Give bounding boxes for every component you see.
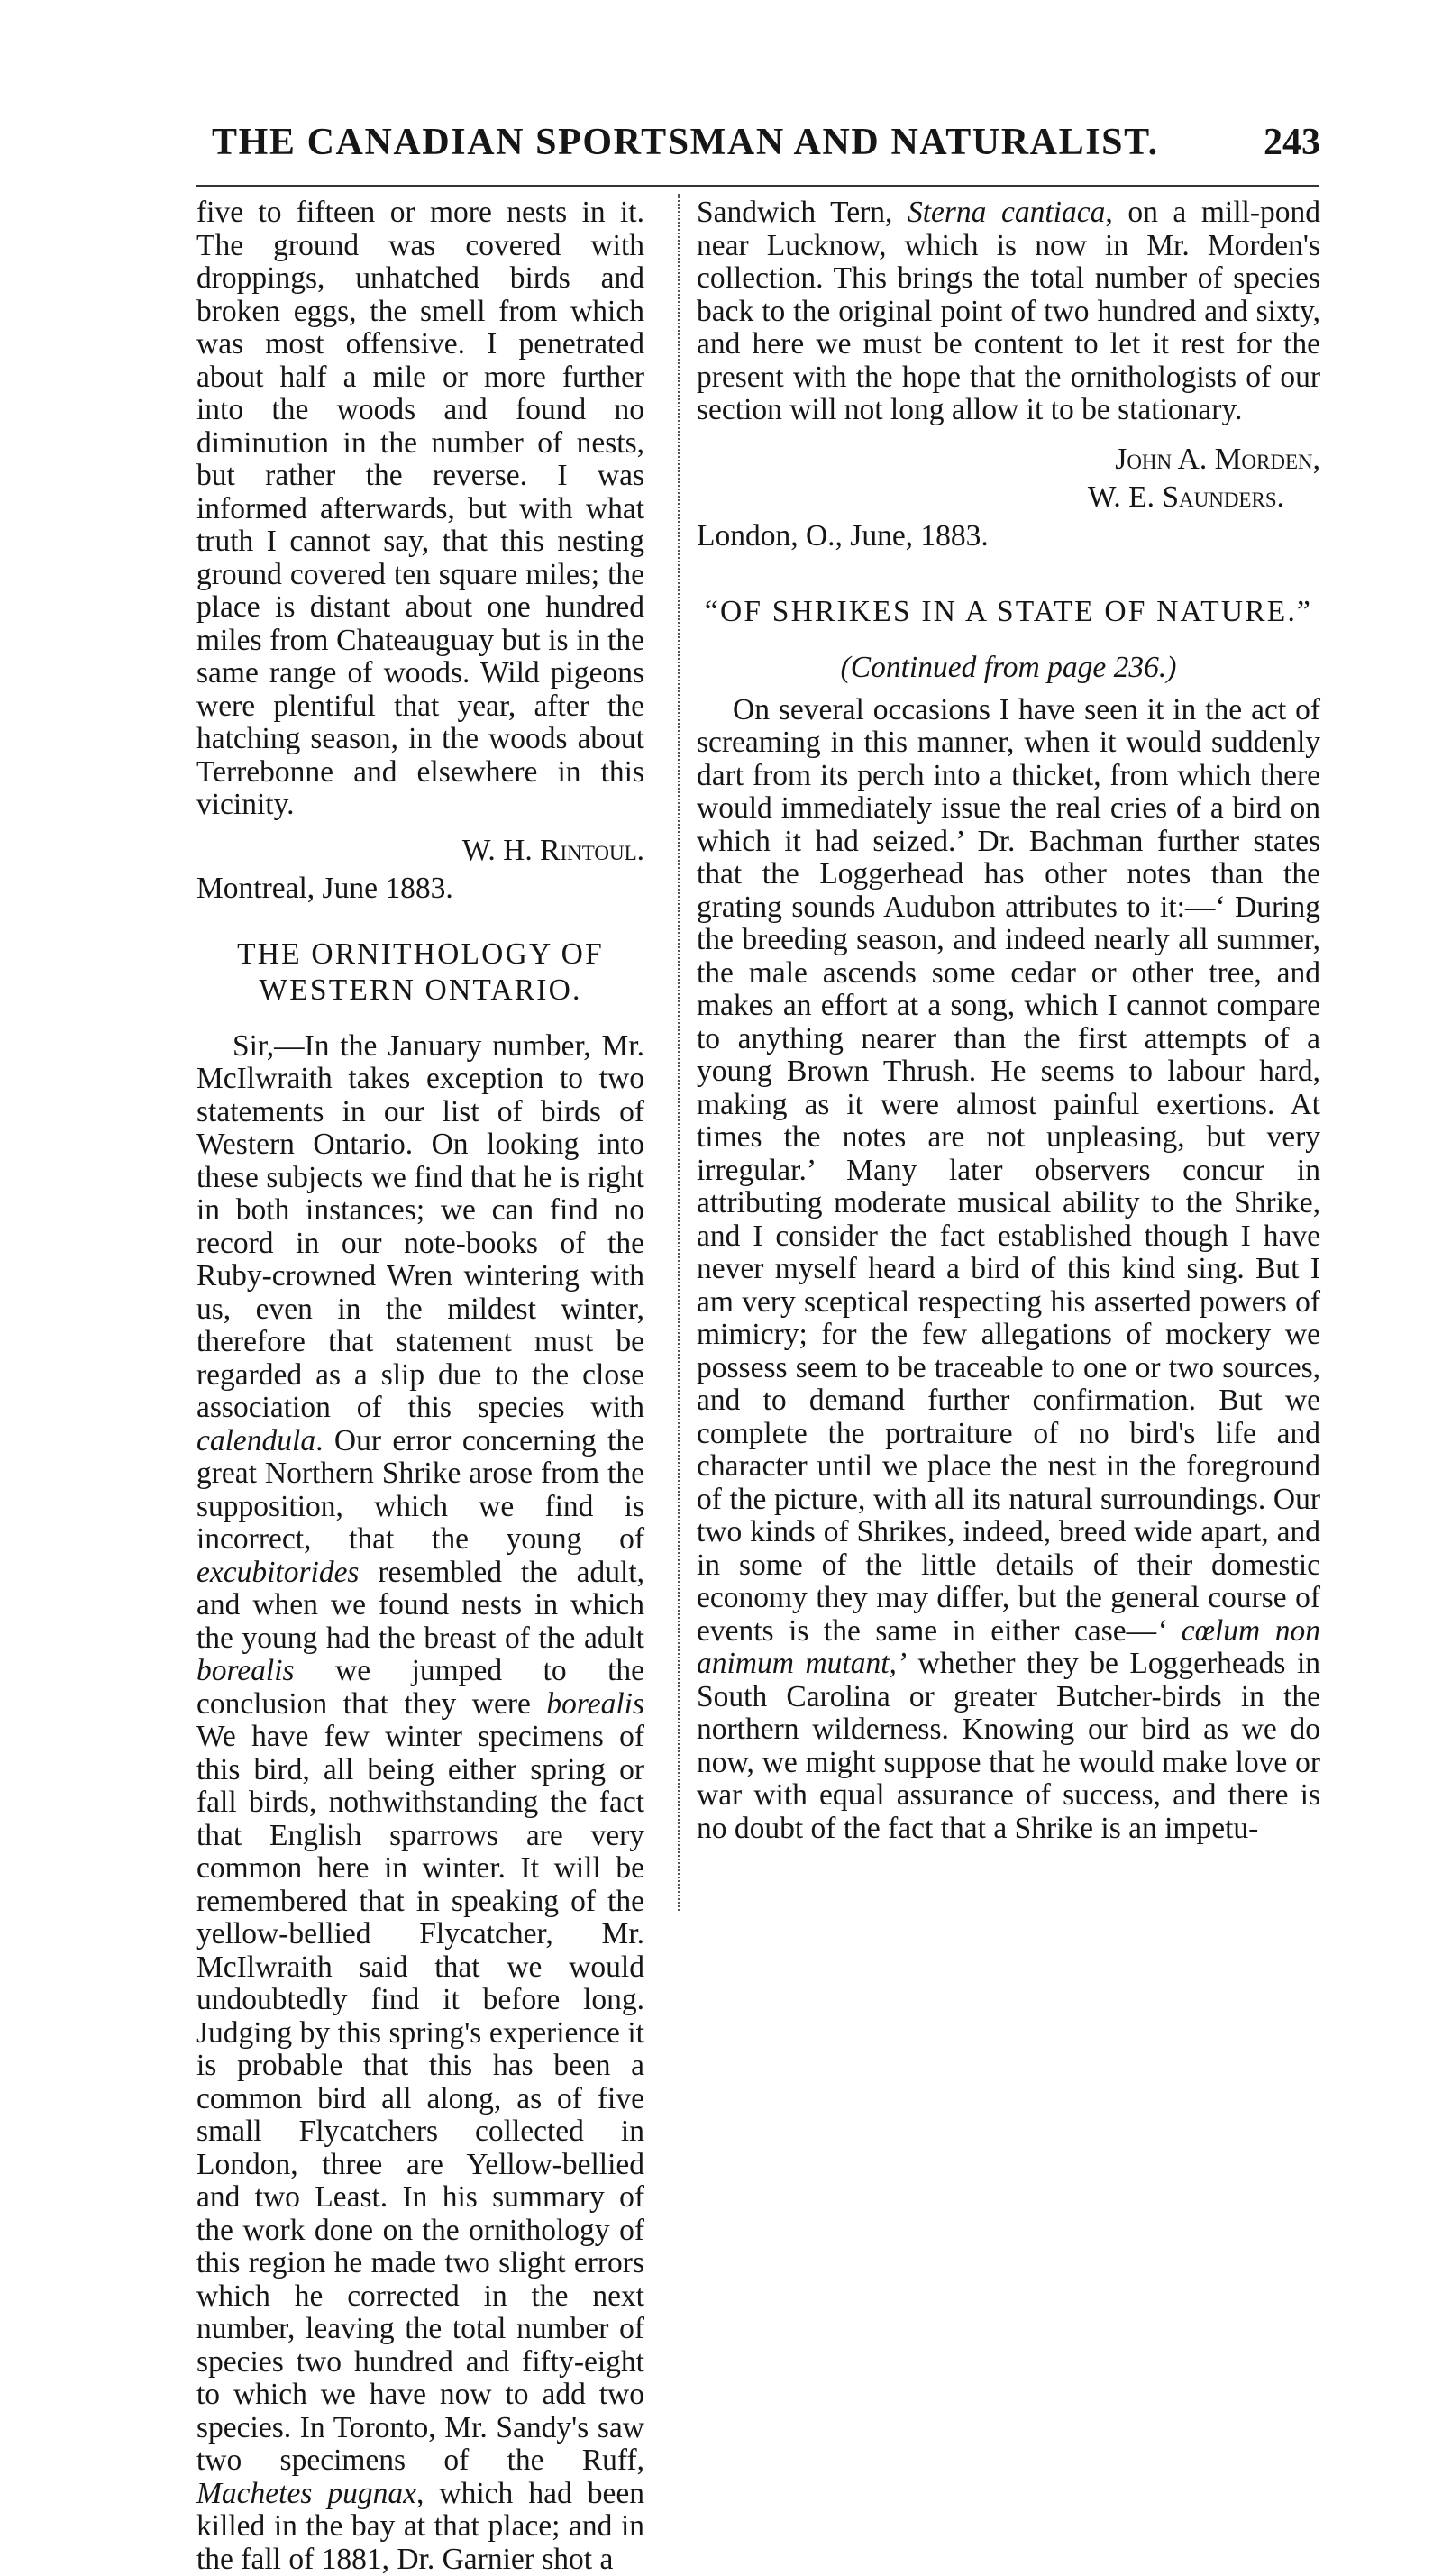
text-run: . Our error concerning the great Northern Shrike arose from the supposition, which we find is incorrect, that the young of [196,1424,644,1557]
dateline-montreal: Montreal, June 1883. [196,872,644,906]
article-title-ornithology: THE ORNITHOLOGY OF WESTERN ONTARIO. [196,936,644,1009]
text-run: Sir,—In the January number, Mr. McIlwraith takes exception to two statements in our list of birds of Western Ontario. On looking into these subjects we find that he is right in both instances; we can find no record in our note-books of the Ruby-crowned Wren wintering with us, even in the mildest winter, therefore that statement must be regarded as a slip due to the close association of this species with [196,1029,644,1425]
article-title-shrikes: “OF SHRIKES IN A STATE OF NATURE.” [697,594,1320,630]
continued-note: (Continued from page 236.) [697,652,1320,685]
intro-paragraph: five to fifteen or more nests in it. The ground was covered with droppings, unhatched birds and broken eggs, the smell from which was most offensive. I penetrated about half a mile or more further into the woods and found no diminution in the number of nests, but rather the reverse. I was informed afterwards, but with what truth I cannot say, that this nesting ground covered ten square miles; the place is distant about one hundred miles from Chateauguay but is in the same range of woods. Wild pigeons were plentiful that year, after the hatching season, in the woods about Terrebonne and elsewhere in this vicinity. [196,196,644,822]
page-number: 243 [1264,121,1320,164]
signature-rintoul: W. H. Rintoul. [196,835,644,868]
text-run: whether they be Loggerheads in South Carolina or greater Butcher-birds in the northern wilderness. Knowing our bird as we do now, we might suppose that he would make love or war with equal assurance of success, and there is no doubt of the fact that a Shrike is an impetu- [697,1647,1320,1845]
signature-morden: John A. Morden, [697,443,1320,477]
page-header [194,121,1320,175]
latin-name: calendula [196,1424,315,1457]
dateline-london: London, O., June, 1883. [697,520,1320,553]
latin-name: borealis [196,1654,295,1687]
text-run: resembled the adult, and when we found nests in which the young had the breast of the adult [196,1556,644,1655]
signature-saunders: W. E. Saunders. [697,481,1320,515]
text-run: , which had been killed in the bay at that place; and in the fall of 1881, Dr. Garnier shot a [196,2477,644,2576]
ornithology-body [196,1030,644,2576]
latin-name: Sterna cantiaca [908,196,1105,229]
running-head: THE CANADIAN SPORTSMAN AND NATURALIST. [212,121,1159,164]
text-run: we jumped to the conclusion that they were [196,1654,644,1721]
text-run: Sandwich Tern, [697,196,908,229]
latin-name: excubitorides [196,1556,359,1589]
shrikes-body [697,694,1320,1846]
latin-name: Machetes pugnax [196,2477,416,2510]
text-run: , on a mill-pond near Lucknow, which is now in Mr. Morden's collection. This brings the total number of species back to the original point of two hundred and sixty, and here we must be content to let it rest for the present with the hope that the ornithologists of our section will not long allow it to be stationary. [697,196,1320,426]
left-column [196,196,644,2576]
column-divider [678,194,680,1911]
continuation-paragraph [697,196,1320,427]
latin-name: borealis [546,1687,644,1721]
latin-phrase: ‘ cœlum non animum mutant,’ [697,1614,1320,1681]
right-column [697,196,1320,1845]
header-rule [196,185,1319,187]
text-run: We have few winter specimens of this bird, all being either spring or fall birds, nothwithstanding the fact that English sparrows are very common here in winter. It will be remembered that in speaking of the yellow-bellied Flycatcher, Mr. McIlwraith said that we would undoubtedly find it before long. Judging by this spring's experience it is probable that this has been a common bird all along, as of five small Flycatchers collected in London, three are Yellow-bellied and two Least. In his summary of the work done on the ornithology of this region he made two slight errors which he corrected in the next number, leaving the total number of species two hundred and fifty-eight to which we have now to add two species. In Toronto, Mr. Sandy's saw two specimens of the Ruff, [196,1720,644,2477]
text-run: On several occasions I have seen it in the act of screaming in this manner, when it would suddenly dart from its perch into a thicket, from which there would immediately issue the real cries of a bird on which it had seized.’ Dr. Bachman further states that the Loggerhead has other notes than the grating sounds Audubon attributes to it:—‘ During the breeding season, and indeed nearly all summer, the male ascends some cedar or other tree, and makes an effort at a song, which I cannot compare to anything nearer than the first attempts of a young Brown Thrush. He seems to labour hard, making as it were almost painful exertions. At times the notes are not unpleasing, but very irregular.’ Many later observers concur in attributing moderate musical ability to the Shrike, and I consider the fact established though I have never myself heard a bird of this kind sing. But I am very sceptical respecting his asserted powers of mimicry; for the few allegations of mockery we possess seem to be traceable to one or two sources, and to demand further confirmation. But we complete the portraiture of no bird's life and character until we place the nest in the foreground of the picture, with all its natural surroundings. Our two kinds of Shrikes, indeed, breed wide apart, and in some of the little details of their domestic economy they may differ, but the general course of events is the same in either case— [697,693,1320,1648]
